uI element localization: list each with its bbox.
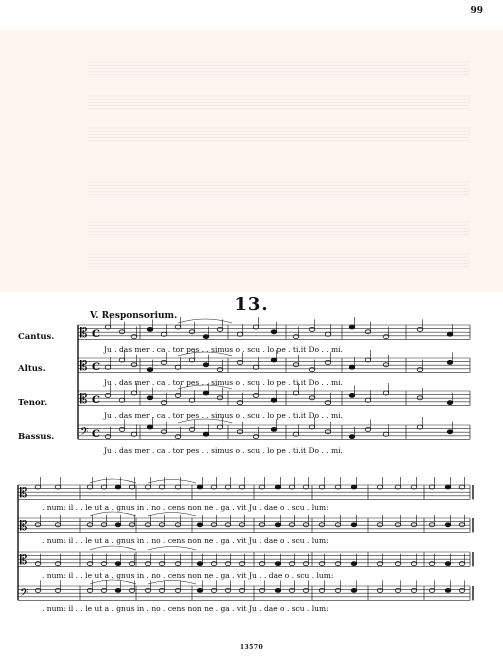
note-head — [115, 523, 121, 527]
note-head — [351, 588, 357, 592]
note-head — [239, 523, 245, 527]
note-head — [115, 485, 121, 489]
note-head — [319, 588, 325, 592]
note-head — [159, 523, 165, 527]
note-head — [35, 523, 41, 527]
lyric-cantus-1: Ju . das mer . ca . tor pes . . simus o . scu . lo pe . ti.it Do . . mi. — [104, 345, 343, 354]
note-head — [203, 335, 209, 339]
clef-icon: 𝄡 — [80, 392, 88, 407]
note-head — [445, 562, 451, 566]
note-head — [395, 523, 401, 527]
note-head — [447, 401, 453, 405]
clef-icon: 𝄡 — [20, 519, 28, 534]
note-head — [159, 588, 165, 592]
time-signature-icon: C — [92, 395, 100, 406]
note-head — [289, 588, 295, 592]
note-head — [349, 365, 355, 369]
note-head — [175, 393, 181, 397]
note-head — [237, 360, 243, 364]
note-head — [365, 330, 371, 334]
note-head — [275, 562, 281, 566]
note-head — [445, 523, 451, 527]
note-head — [253, 435, 259, 439]
note-head — [197, 588, 203, 592]
note-head — [145, 588, 151, 592]
note-head — [293, 335, 299, 339]
note-head — [259, 523, 265, 527]
page-number: 99 — [470, 6, 483, 16]
note-head — [101, 523, 107, 527]
note-head — [447, 360, 453, 364]
note-head — [303, 588, 309, 592]
note-head — [445, 588, 451, 592]
note-head — [129, 588, 135, 592]
note-head — [129, 562, 135, 566]
clef-icon: 𝄢 — [20, 587, 29, 602]
note-head — [271, 398, 277, 402]
note-head — [259, 588, 265, 592]
slur — [178, 385, 232, 389]
note-head — [197, 523, 203, 527]
note-head — [365, 427, 371, 431]
note-head — [459, 588, 465, 592]
note-head — [217, 368, 223, 372]
note-head — [145, 523, 151, 527]
note-head — [115, 588, 121, 592]
note-head — [429, 523, 435, 527]
note-head — [115, 562, 121, 566]
note-head — [197, 485, 203, 489]
note-head — [325, 360, 331, 364]
note-head — [239, 588, 245, 592]
note-head — [35, 588, 41, 592]
note-head — [335, 523, 341, 527]
note-head — [147, 396, 153, 400]
slur — [148, 513, 196, 517]
note-head — [275, 588, 281, 592]
clef-signs — [20, 325, 100, 602]
note-head — [447, 430, 453, 434]
note-head — [131, 363, 137, 367]
slur — [178, 352, 232, 356]
slur — [90, 512, 136, 516]
note-head — [293, 363, 299, 367]
footer-plate-number: 13570 — [239, 644, 264, 651]
slur — [178, 319, 232, 323]
clef-icon: 𝄢 — [80, 426, 89, 441]
note-head — [411, 523, 417, 527]
note-head — [429, 588, 435, 592]
note-head — [459, 523, 465, 527]
note-head — [161, 430, 167, 434]
note-head — [349, 435, 355, 439]
note-head — [145, 562, 151, 566]
note-head — [349, 393, 355, 397]
note-head — [351, 523, 357, 527]
note-head — [87, 523, 93, 527]
section-label: V. Responsorium. — [90, 311, 178, 321]
note-head — [211, 523, 217, 527]
note-head — [271, 358, 277, 362]
note-head — [395, 588, 401, 592]
note-head — [147, 327, 153, 331]
lyric-cantus-2: . num: il . . le ut a . gnus in . no . cens non ne . ga . vit Ju . dae o . scu . lum: — [42, 503, 329, 512]
note-head — [395, 562, 401, 566]
note-head — [259, 562, 265, 566]
note-head — [447, 332, 453, 336]
note-head — [445, 485, 451, 489]
slur — [90, 546, 136, 550]
note-head — [147, 425, 153, 429]
clef-icon: 𝄡 — [20, 553, 28, 568]
note-head — [225, 588, 231, 592]
note-head — [217, 327, 223, 331]
note-heads — [35, 317, 465, 592]
note-head — [309, 368, 315, 372]
note-head — [377, 588, 383, 592]
lyric-bassus-1: Ju . das mer . ca . tor pes . . simus o . scu . lo pe . ti.it Do . . mi. — [104, 446, 343, 455]
note-head — [129, 523, 135, 527]
clef-icon: 𝄡 — [80, 326, 88, 341]
note-head — [309, 327, 315, 331]
note-head — [237, 430, 243, 434]
note-head — [175, 562, 181, 566]
note-head — [161, 360, 167, 364]
note-head — [203, 432, 209, 436]
lyric-altus-1: Ju . das mer . ca . tor pes . . simus o . scu . lo pe . ti.it Do . . mi. — [104, 378, 343, 387]
time-signature-icon: C — [92, 362, 100, 373]
lyric-bassus-2: . num: il . . le ut a . gnus in . no . cens non ne . ga . vit Ju . dae o . scu . lum: — [42, 604, 329, 613]
note-head — [335, 562, 341, 566]
slur — [148, 480, 196, 484]
note-head — [87, 588, 93, 592]
note-head — [105, 435, 111, 439]
piece-number: 13. — [234, 294, 269, 315]
note-head — [175, 435, 181, 439]
slur — [148, 581, 196, 585]
note-head — [377, 562, 383, 566]
lyric-altus-2: . num: il . . le ut a . gnus in . no . cens non ne . ga . vit Ju . dae o . scu . lum: — [42, 536, 329, 545]
note-head — [55, 588, 61, 592]
note-head — [119, 427, 125, 431]
note-head — [417, 368, 423, 372]
note-head — [55, 562, 61, 566]
note-head — [189, 427, 195, 431]
note-head — [55, 523, 61, 527]
note-head — [35, 562, 41, 566]
note-head — [217, 396, 223, 400]
voice-label-tenor: Tenor. — [18, 398, 48, 408]
note-head — [411, 588, 417, 592]
note-head — [271, 427, 277, 431]
note-head — [289, 523, 295, 527]
lyric-tenor-1: Ju . das mer . ca . tor pes . . simus o . scu . lo pe . ti.it Do . . mi. — [104, 411, 343, 420]
slur — [178, 419, 232, 423]
note-head — [275, 523, 281, 527]
note-head — [225, 523, 231, 527]
note-head — [101, 562, 107, 566]
clef-icon: 𝄡 — [80, 359, 88, 374]
note-head — [253, 393, 259, 397]
time-signature-icon: C — [92, 429, 100, 440]
note-head — [303, 523, 309, 527]
note-head — [87, 562, 93, 566]
note-head — [417, 396, 423, 400]
faint-reverse-staves — [88, 62, 470, 267]
note-head — [349, 325, 355, 329]
note-head — [105, 393, 111, 397]
note-head — [411, 562, 417, 566]
voice-label-cantus: Cantus. — [18, 332, 55, 342]
voice-label-bassus: Bassus. — [18, 432, 55, 442]
note-head — [175, 588, 181, 592]
note-head — [189, 330, 195, 334]
slur — [90, 580, 136, 584]
note-head — [211, 588, 217, 592]
note-head — [325, 401, 331, 405]
note-head — [239, 562, 245, 566]
note-head — [237, 401, 243, 405]
note-head — [147, 368, 153, 372]
voice-label-altus: Altus. — [18, 364, 46, 374]
note-head — [119, 330, 125, 334]
note-head — [271, 330, 277, 334]
note-head — [319, 562, 325, 566]
note-head — [159, 562, 165, 566]
note-head — [383, 363, 389, 367]
note-head — [319, 523, 325, 527]
note-head — [131, 335, 137, 339]
note-head — [203, 363, 209, 367]
clef-icon: 𝄡 — [20, 486, 28, 501]
note-head — [383, 335, 389, 339]
note-head — [325, 430, 331, 434]
time-signature-icon: C — [92, 329, 100, 340]
note-head — [377, 523, 383, 527]
note-head — [417, 327, 423, 331]
note-head — [351, 562, 357, 566]
note-head — [203, 391, 209, 395]
note-head — [175, 523, 181, 527]
lyric-tenor-2: . num: il . . le ut a . gnus in . no . cens non ne . ga . vit Ju . . dae o . scu . lum: — [42, 571, 334, 580]
note-head — [429, 562, 435, 566]
note-head — [459, 562, 465, 566]
note-head — [275, 485, 281, 489]
note-head — [101, 588, 107, 592]
note-head — [211, 562, 217, 566]
note-head — [161, 401, 167, 405]
note-head — [303, 562, 309, 566]
slur — [148, 547, 196, 551]
note-head — [309, 396, 315, 400]
note-head — [225, 562, 231, 566]
slur — [90, 479, 136, 483]
note-head — [289, 562, 295, 566]
note-head — [351, 485, 357, 489]
note-head — [335, 588, 341, 592]
note-head — [197, 562, 203, 566]
